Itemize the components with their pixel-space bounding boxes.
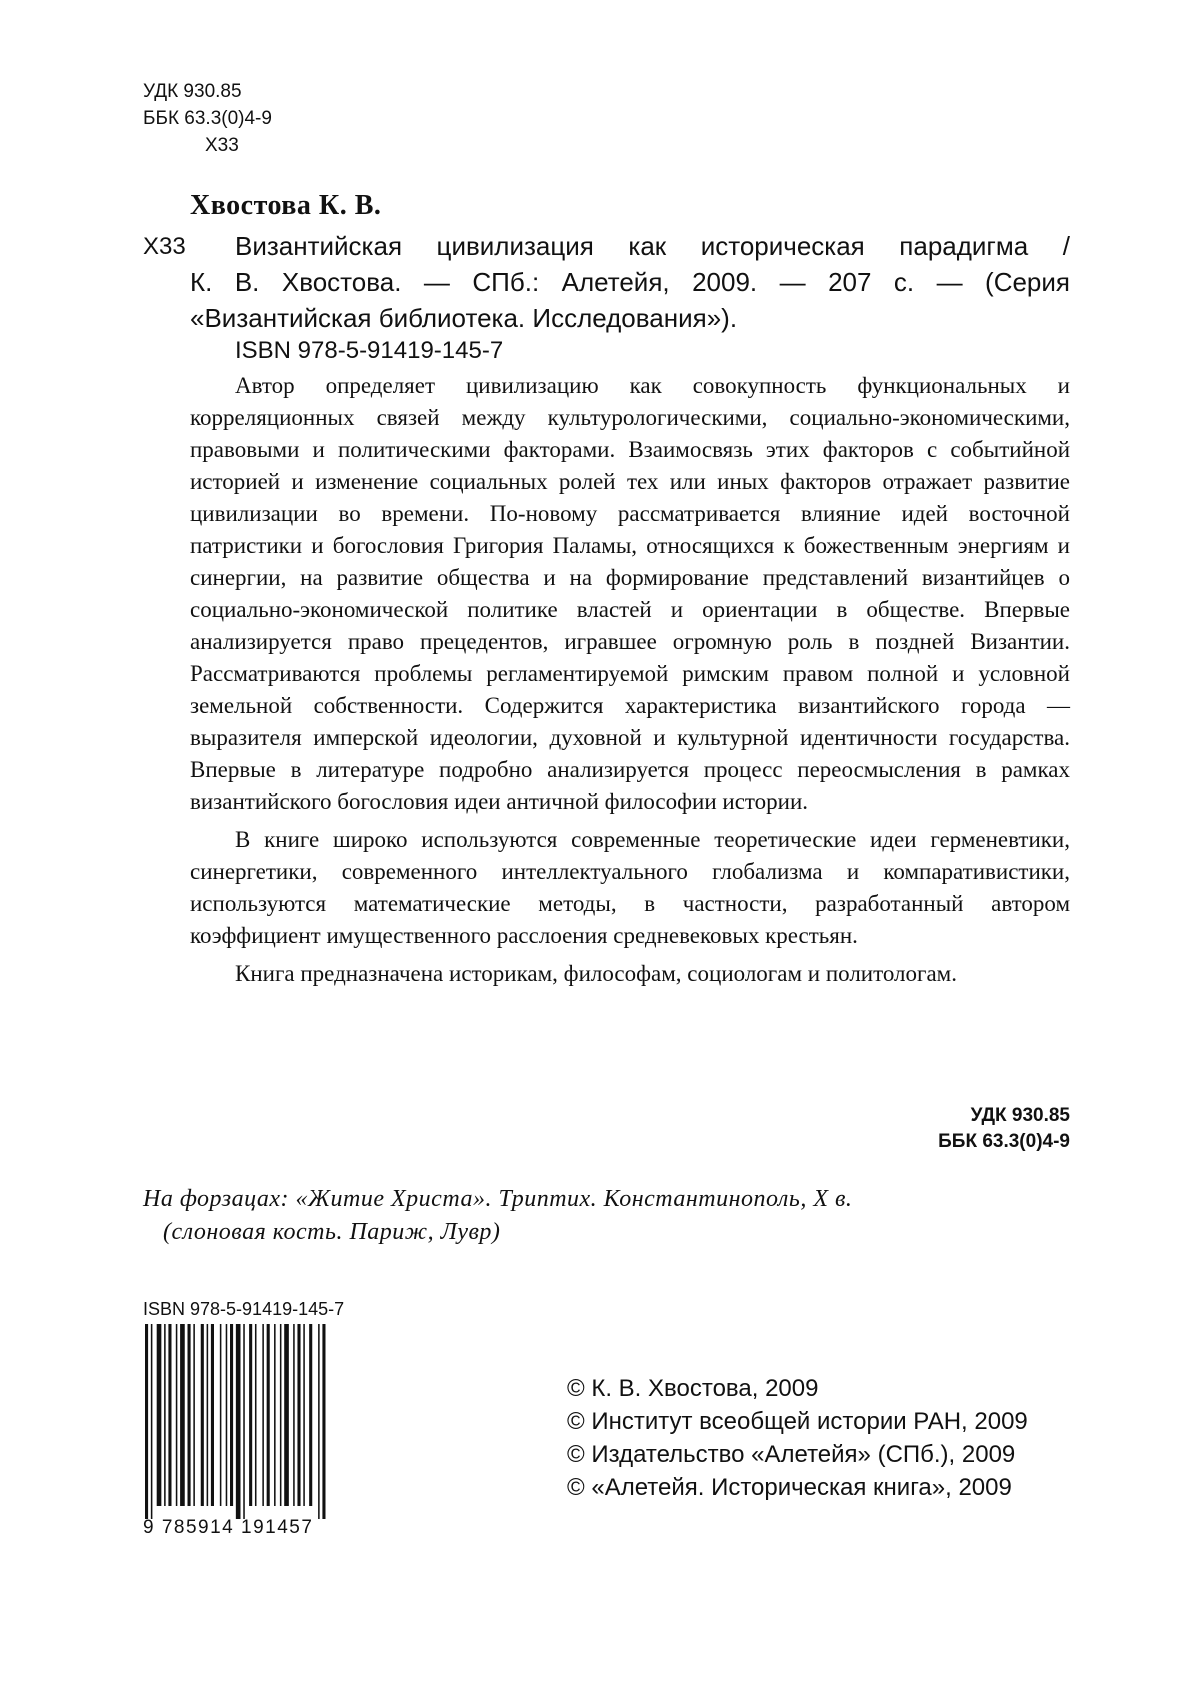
cutter-code: Х33	[143, 132, 272, 159]
barcode-bar	[211, 1324, 214, 1506]
barcode-bar	[230, 1324, 233, 1506]
barcode-bar	[318, 1324, 320, 1519]
imprint-page	[0, 0, 1200, 1699]
barcode-bar	[157, 1324, 162, 1506]
barcode-bar	[293, 1324, 295, 1506]
barcode-bar	[236, 1324, 241, 1519]
barcode-isbn: ISBN 978-5-91419-145-7	[143, 1298, 363, 1320]
barcode-bar	[188, 1324, 191, 1506]
barcode-bar	[243, 1324, 245, 1519]
barcode-bar	[220, 1324, 222, 1506]
bibliographic-description	[190, 228, 1070, 336]
barcode-bar	[145, 1324, 148, 1519]
barcode-bar	[280, 1324, 282, 1506]
author-heading: Хвостова К. В.	[190, 190, 381, 222]
copyright-line: © Институт всеобщей истории РАН, 2009	[567, 1405, 1028, 1438]
barcode-bar	[255, 1324, 257, 1506]
annotation-paragraph: Книга предназначена историкам, философам, социологам и поли­тологам.	[190, 958, 1070, 990]
classification-codes	[143, 78, 272, 159]
barcode-bar	[262, 1324, 264, 1506]
copyright-line: © Издательство «Алетейя» (СПб.), 2009	[567, 1438, 1028, 1471]
endpaper-note	[143, 1183, 1043, 1249]
barcode-bar	[201, 1324, 204, 1506]
barcode-block	[143, 1298, 363, 1539]
barcode-bar	[180, 1324, 185, 1506]
barcode-icon	[143, 1324, 361, 1519]
barcode-bar	[297, 1324, 300, 1506]
biblio-line: «Византийская библиотека. Исследования»).	[190, 300, 1070, 336]
barcode-bar	[176, 1324, 178, 1506]
isbn: ISBN 978-5-91419-145-7	[235, 337, 503, 365]
copyright-line: © К. В. Хвостова, 2009	[567, 1372, 1028, 1405]
udk-code-bottom: УДК 930.85	[938, 1103, 1070, 1129]
annotation-paragraph: В книге широко используются современные теоретические идеи гер­меневтики, синергетики, современного интеллектуального глобализма и компаративистики, используются математические методы, в частно­сти, разработанный автором коэффициент имущественного расслоения средневековых крестьян.	[190, 824, 1070, 952]
cutter-side-code: Х33	[143, 233, 186, 261]
copyright-line: © «Алетейя. Историческая книга», 2009	[567, 1471, 1028, 1504]
barcode-bar	[303, 1324, 305, 1506]
barcode-bar	[226, 1324, 228, 1506]
bbk-code: ББК 63.3(0)4-9	[143, 105, 272, 132]
barcode-bar	[168, 1324, 171, 1506]
endpaper-line: На форзацах: «Житие Христа». Триптих. Константинополь, X в.	[143, 1183, 1043, 1216]
biblio-line: К. В. Хвостова. — СПб.: Алетейя, 2009. — 207 с. — (Серия	[190, 264, 1070, 300]
barcode-bar	[274, 1324, 276, 1506]
biblio-line: Византийская цивилизация как историческая парадигма /	[190, 228, 1070, 264]
barcode-bar	[284, 1324, 289, 1506]
barcode-bar	[193, 1324, 195, 1506]
copyright-block	[567, 1372, 1028, 1504]
annotation	[190, 370, 1070, 996]
barcode-bar	[267, 1324, 270, 1506]
annotation-paragraph: Автор определяет цивилизацию как совокупность функциональных и корреляционных связей между культурологическими, социально-экономическими, правовыми и политическими факторами. Взаимосвязь этих факторов с событийной историей и изменение социальных ролей тех или иных факторов отражает развитие цивилизации во времени. По-новому рассматривается влияние идей восточной патристики и бого­словия Григория Паламы, относящихся к божественным энергиям и синергии, на развитие общества и на формирование представлений ви­зантийцев о социально-экономической политике властей и ориентации в обществе. Впервые анализируется право прецедентов, игравшее огром­ную роль в поздней Византии. Рассматриваются проблемы регламенти­руемой римским правом полной и условной земельной собственности. Содержится характеристика византийского города — выразителя им­перской идеологии, духовной и культурной идентичности государства. Впервые в литературе подробно анализируется процесс переосмысления в рамках византийского богословия идеи античной философии истории.	[190, 370, 1070, 818]
barcode-bar	[151, 1324, 153, 1519]
barcode-bar	[207, 1324, 209, 1506]
barcode-bar	[322, 1324, 325, 1519]
udk-code: УДК 930.85	[143, 78, 272, 105]
bbk-code-bottom: ББК 63.3(0)4-9	[938, 1129, 1070, 1155]
barcode-bar	[164, 1324, 166, 1506]
barcode-bar	[249, 1324, 252, 1506]
barcode-bar	[309, 1324, 312, 1506]
barcode-digits: 9 785914 191457	[143, 1517, 363, 1539]
classification-codes-bottom	[938, 1103, 1070, 1155]
endpaper-line: (слоновая кость. Париж, Лувр)	[143, 1216, 1043, 1249]
